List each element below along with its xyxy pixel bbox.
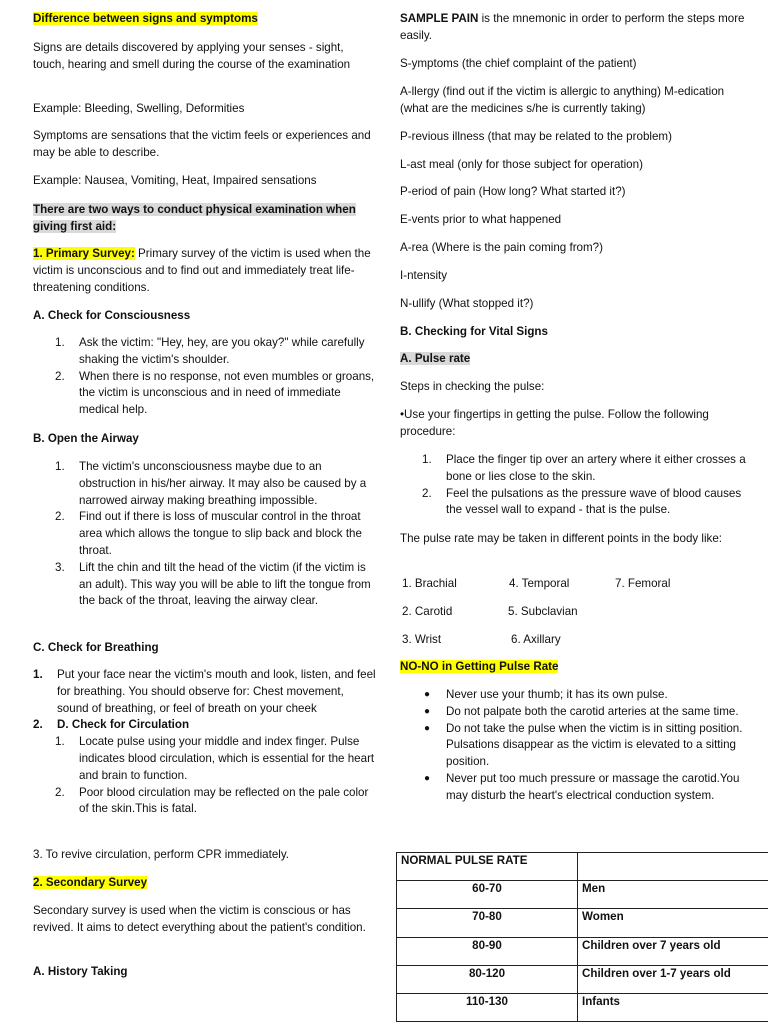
list-item: 1. Put your face near the victim's mouth and look, listen, and feel for breathing. You should observe for: Chest movement, sound of breathing, or feel of breath on your cheek [33,668,376,715]
pulse-site: 5. Subclavian [508,605,578,618]
section-title: Difference between signs and symptoms [33,12,258,25]
table-cell-rate: 80-90 [397,937,578,965]
mnemonic-line: L-ast meal (only for those subject for operation) [400,158,643,171]
table-cell-group: Men [578,881,768,909]
signs-example: Example: Bleeding, Swelling, Deformities [33,102,245,115]
pulse-sites-row [400,576,750,592]
vital-signs-heading: B. Checking for Vital Signs [400,325,548,338]
no-no-heading: NO-NO in Getting Pulse Rate [400,660,559,673]
list-item: ● Do not palpate both the carotid arteries at the same time. [424,704,739,718]
check-consciousness-heading: A. Check for Consciousness [33,309,191,322]
primary-survey: 1. Primary Survey: Primary survey of the victim is used when the victim is unconscious and to find out and immediately treat life-threatening conditions. [33,247,371,294]
secondary-survey-heading: 2. Secondary Survey [33,876,148,889]
table-row [397,937,768,965]
two-ways-heading: There are two ways to conduct physical examination when giving first aid: [33,203,356,233]
list-item: 2. D. Check for Circulation [33,718,190,732]
list-item: 3. Lift the chin and tilt the head of the victim (if the victim is an adult). This way you will be able to lift the tongue from the back of the throat, leaving the airway clear. [55,560,371,608]
mnemonic-line: A-rea (Where is the pain coming from?) [400,241,603,254]
procedure-list [400,452,750,519]
table-cell-rate: 80-120 [397,965,578,993]
mnemonic-line: P-revious illness (that may be related to the problem) [400,130,672,143]
pulse-site: 7. Femoral [615,577,671,590]
list-item: 1. Ask the victim: "Hey, hey, are you okay?" while carefully shaking the victim's shoulder. [55,336,365,366]
breathing-list [33,667,378,818]
list-item: ● Never use your thumb; it has its own pulse. [424,688,668,701]
pulse-site: 4. Temporal [509,577,570,590]
list-item: 2. Find out if there is loss of muscular control in the throat area which allows the tongue to slip back and block the throat. [55,510,362,557]
no-no-list [400,687,750,805]
list-item: ● Do not take the pulse when the victim is in sitting position. Pulsations disappear as the victim is elevated to a sitting position. [424,721,743,769]
steps-text: Steps in checking the pulse: [400,380,545,393]
pulse-rate-heading: A. Pulse rate [400,352,471,365]
pulse-site: 1. Brachial [402,577,457,590]
table-cell-group: Children over 1-7 years old [578,965,768,993]
symptoms-example: Example: Nausea, Vomiting, Heat, Impaired sensations [33,174,317,187]
list-item: 2. When there is no response, not even mumbles or groans, the victim is unconscious and in need of immediate medical help. [55,369,375,417]
fingertips-text: •Use your fingertips in getting the pulse. Follow the following procedure: [400,408,709,438]
table-header-cell-empty [578,853,768,881]
mnemonic-line: I-ntensity [400,269,448,282]
open-airway-heading: B. Open the Airway [33,432,139,445]
pulse-sites-row [400,632,750,648]
secondary-survey-text: Secondary survey is used when the victim is conscious or has revived. It aims to detect everything about the patient's condition. [33,904,366,934]
pulse-site: 3. Wrist [402,633,442,646]
sample-pain-intro: SAMPLE PAIN is the mnemonic in order to perform the steps more easily. [400,12,745,42]
table-cell-rate: 110-130 [397,993,578,1021]
table-cell-group: Infants [578,993,768,1021]
list-item: 1. The victim's unconsciousness maybe due to an obstruction in his/her airway. It may also be caused by a narrowed airway making breathing impossible. [55,460,367,507]
normal-pulse-rate-table [396,852,768,1022]
table-row [397,965,768,993]
table-cell-group: Women [578,909,768,937]
list-item: ● Never put too much pressure or massage the carotid.You may disturb the heart's electrical conduction system. [424,771,740,802]
table-row [397,853,768,881]
points-text: The pulse rate may be taken in different points in the body like: [400,532,723,545]
list-item: 1. Locate pulse using your middle and index finger. Pulse indicates blood circulation, which is essential for the heart and brain to function. [55,735,375,782]
table-cell-group: Children over 7 years old [578,937,768,965]
mnemonic-line: A-llergy (find out if the victim is allergic to anything) M-edication (what are the medicines s/he is currently taking) [400,85,725,115]
signs-definition: Signs are details discovered by applying your senses - sight, touch, hearing and smell during the course of the examination [33,41,351,71]
list-item: 1. Place the finger tip over an artery where it either crosses a bone or lies close to the skin. [422,453,746,483]
table-row [397,993,768,1021]
table-cell-rate: 70-80 [397,909,578,937]
mnemonic-line: P-eriod of pain (How long? What started it?) [400,185,626,198]
list-item: 2. Feel the pulsations as the pressure wave of blood causes the vessel wall to expand - that is the pulse. [422,486,742,517]
pulse-sites-row [400,604,750,620]
pulse-site: 6. Axillary [511,633,561,646]
table-row [397,909,768,937]
symptoms-definition: Symptoms are sensations that the victim feels or experiences and may be able to describe. [33,129,371,159]
check-breathing-heading: C. Check for Breathing [33,641,159,654]
history-taking-heading: A. History Taking [33,965,128,978]
table-header-cell: NORMAL PULSE RATE [397,853,578,881]
table-cell-rate: 60-70 [397,881,578,909]
pulse-site: 2. Carotid [402,605,453,618]
list-item: 2. Poor blood circulation may be reflected on the pale color of the skin.This is fatal. [55,785,369,816]
mnemonic-line: E-vents prior to what happened [400,213,562,226]
mnemonic-line: N-ullify (What stopped it?) [400,297,534,310]
mnemonic-line: S-ymptoms (the chief complaint of the patient) [400,57,637,70]
airway-list [33,459,378,610]
revive-note: 3. To revive circulation, perform CPR immediately. [33,848,290,861]
table-row [397,881,768,909]
consciousness-list [33,335,378,419]
